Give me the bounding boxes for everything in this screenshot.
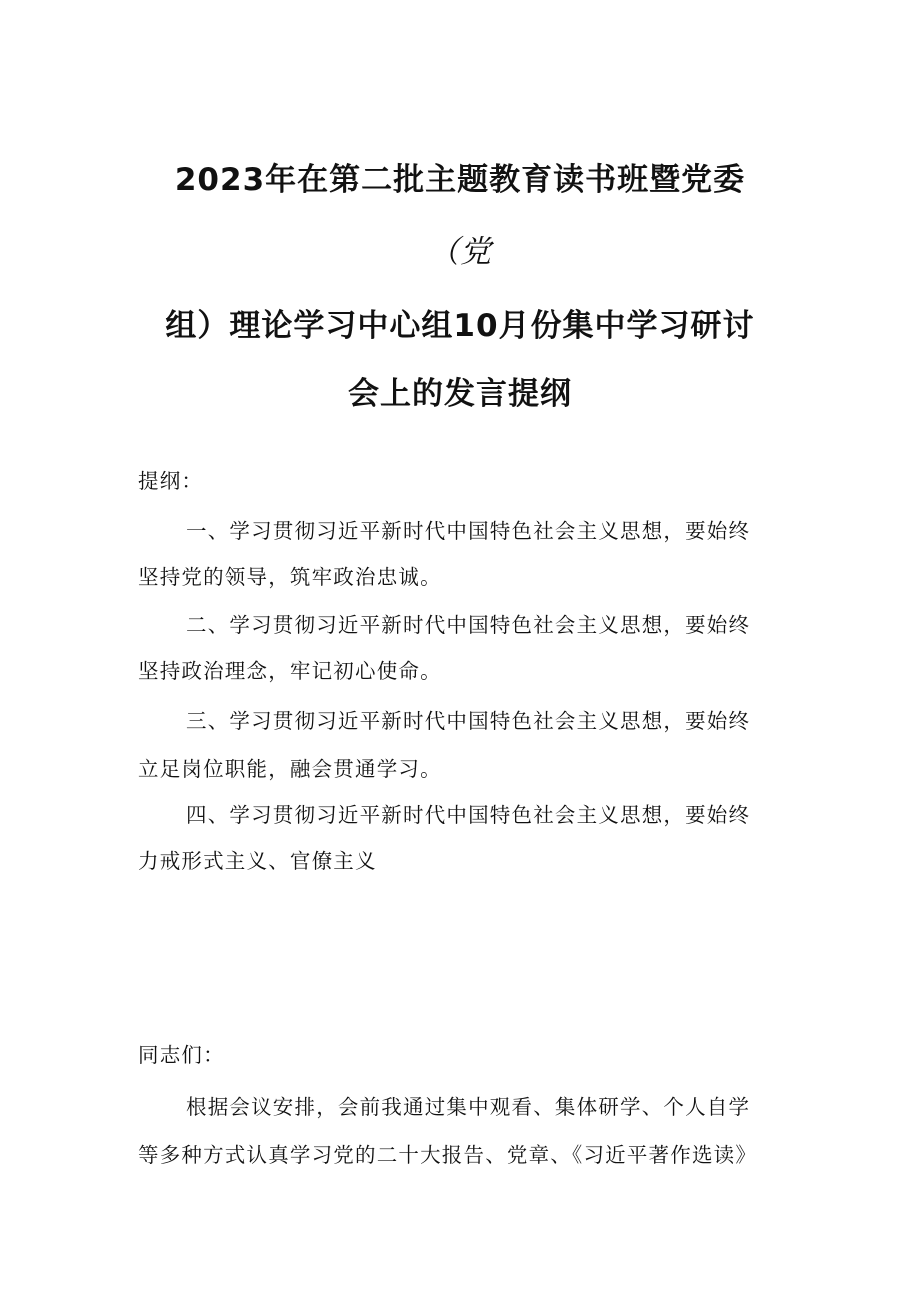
- title-line-1: 2023年在第二批主题教育读书班暨党委: [174, 162, 746, 198]
- body-paragraph-line-1: 根据会议安排，会前我通过集中观看、集体研学、个人自学: [186, 1095, 751, 1119]
- outline-item-4-line-2: 力戒形式主义、官僚主义: [138, 849, 377, 873]
- outline-label: 提纲：: [138, 469, 204, 493]
- outline-item-2-line-2: 坚持政治理念，牢记初心使命。: [138, 659, 442, 683]
- outline-item-1-line-2: 坚持党的领导，筑牢政治忠诚。: [138, 565, 442, 589]
- outline-item-4-line-1: 四、学习贯彻习近平新时代中国特色社会主义思想，要始终: [186, 803, 751, 827]
- title-line-4: 会上的发言提纲: [348, 376, 572, 412]
- outline-item-1-line-1: 一、学习贯彻习近平新时代中国特色社会主义思想，要始终: [186, 519, 751, 543]
- title-line-2: （党: [428, 234, 492, 270]
- outline-item-3-line-1: 三、学习贯彻习近平新时代中国特色社会主义思想，要始终: [186, 709, 751, 733]
- greeting: 同志们：: [138, 1043, 225, 1067]
- outline-item-3-line-2: 立足岗位职能，融会贯通学习。: [138, 757, 442, 781]
- title-line-3: 组）理论学习中心组10月份集中学习研讨: [165, 308, 755, 344]
- body-paragraph-line-2: 等多种方式认真学习党的二十大报告、党章、《习近平著作选读》: [138, 1143, 758, 1167]
- outline-item-2-line-1: 二、学习贯彻习近平新时代中国特色社会主义思想，要始终: [186, 613, 751, 637]
